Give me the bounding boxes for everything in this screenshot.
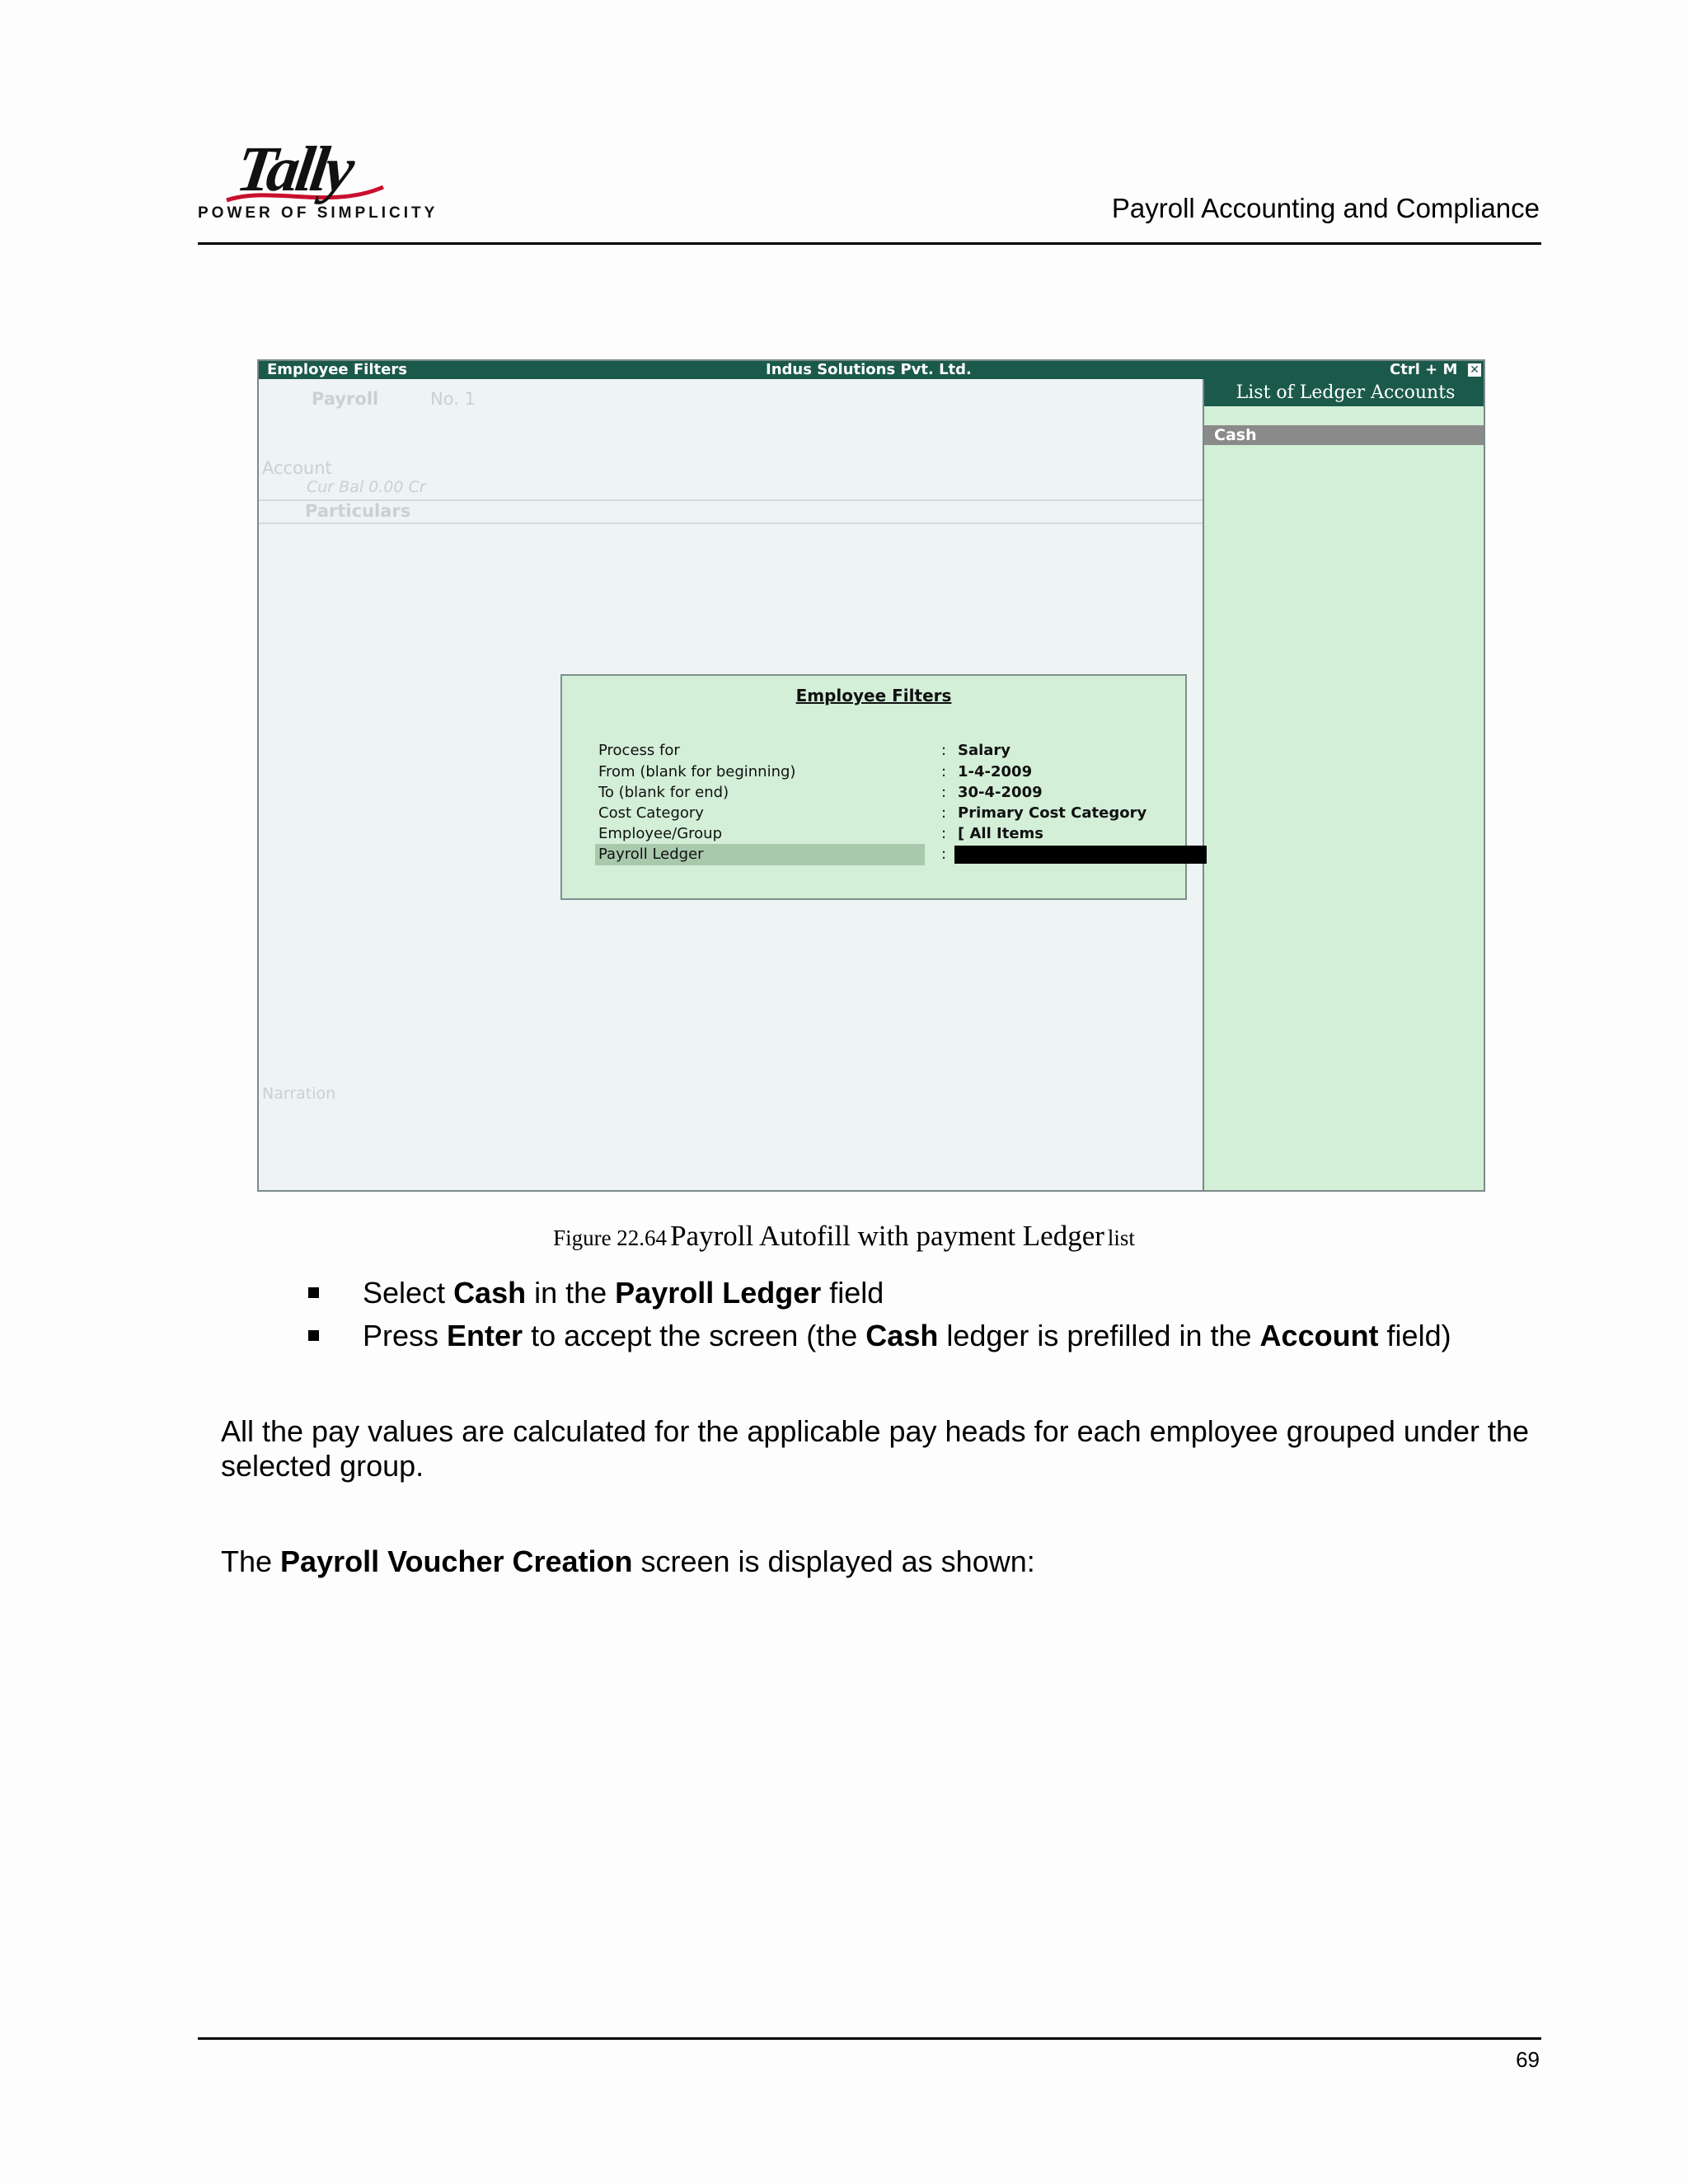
filter-value: [ All Items [958,825,1044,842]
voucher-type-label: Payroll [312,389,379,409]
logo-tagline: POWER OF SIMPLICITY [198,204,438,222]
filter-label: Payroll Ledger [598,846,704,863]
ledger-list-panel [1203,379,1485,1192]
filter-label: Process for [598,742,680,759]
bullet-text: Select Cash in the Payroll Ledger field [363,1276,884,1310]
filter-label: Employee/Group [598,825,723,842]
filter-row-from[interactable] [595,762,1172,783]
figure-title-tail: list [1107,1226,1135,1250]
ledger-list-item-cash[interactable]: Cash [1204,425,1485,445]
filter-label: From (blank for beginning) [598,763,796,780]
window-titlebar [259,361,1484,379]
colon: : [941,804,947,822]
bullet-square-icon [308,1287,319,1298]
logo-wordmark: Tally [232,133,356,204]
bullet-square-icon [308,1330,319,1341]
filter-row-process-for[interactable] [595,740,1172,762]
tally-logo [198,132,438,231]
filter-row-cost-category[interactable] [595,803,1172,824]
divider [259,523,1203,524]
voucher-number: No. 1 [430,389,476,409]
shortcut-hint: Ctrl + M [1390,361,1458,378]
bullet-text: Press Enter to accept the screen (the Cash ledger is prefilled in the Account field) [363,1319,1451,1352]
current-balance: Cur Bal 0.00 Cr [307,478,426,496]
filter-value: 1-4-2009 [958,763,1033,780]
page-header-title: Payroll Accounting and Compliance [1111,193,1540,223]
body-paragraph: The Payroll Voucher Creation screen is displayed as shown: [221,1544,1035,1578]
filter-value: Salary [958,742,1011,759]
employee-filters-dialog [560,674,1187,900]
colon: : [941,742,947,759]
particulars-header: Particulars [305,501,411,521]
filter-row-payroll-ledger[interactable] [595,844,947,865]
body-paragraph: All the pay values are calculated for the applicable pay heads for each employee grouped under the selected group. [221,1414,1530,1483]
filter-value: 30-4-2009 [958,784,1043,801]
payroll-ledger-input[interactable] [954,846,1207,864]
filter-label: To (blank for end) [598,784,729,801]
header-rule [198,242,1541,245]
filter-row-to[interactable] [595,782,1172,804]
figure-caption [0,1220,1688,1253]
filter-label: Cost Category [598,804,704,822]
close-icon[interactable]: ✕ [1467,363,1482,377]
ledger-list-title: List of Ledger Accounts [1204,379,1485,406]
colon: : [941,763,947,780]
dialog-title: Employee Filters [795,686,952,705]
filter-row-employee-group[interactable] [595,823,1172,845]
company-name: Indus Solutions Pvt. Ltd. [766,361,972,378]
account-label: Account [262,458,332,478]
colon: : [941,784,947,801]
colon: : [941,846,947,863]
tally-screenshot [257,359,1485,1192]
figure-title: Payroll Autofill with payment Ledger [670,1220,1104,1252]
colon: : [941,825,947,842]
footer-rule [198,2037,1541,2040]
filter-value: Primary Cost Category [958,804,1147,822]
narration-label: Narration [262,1085,336,1103]
window-title: Employee Filters [267,361,407,378]
figure-number: Figure 22.64 [553,1226,668,1250]
page-number: 69 [1516,2047,1540,2072]
